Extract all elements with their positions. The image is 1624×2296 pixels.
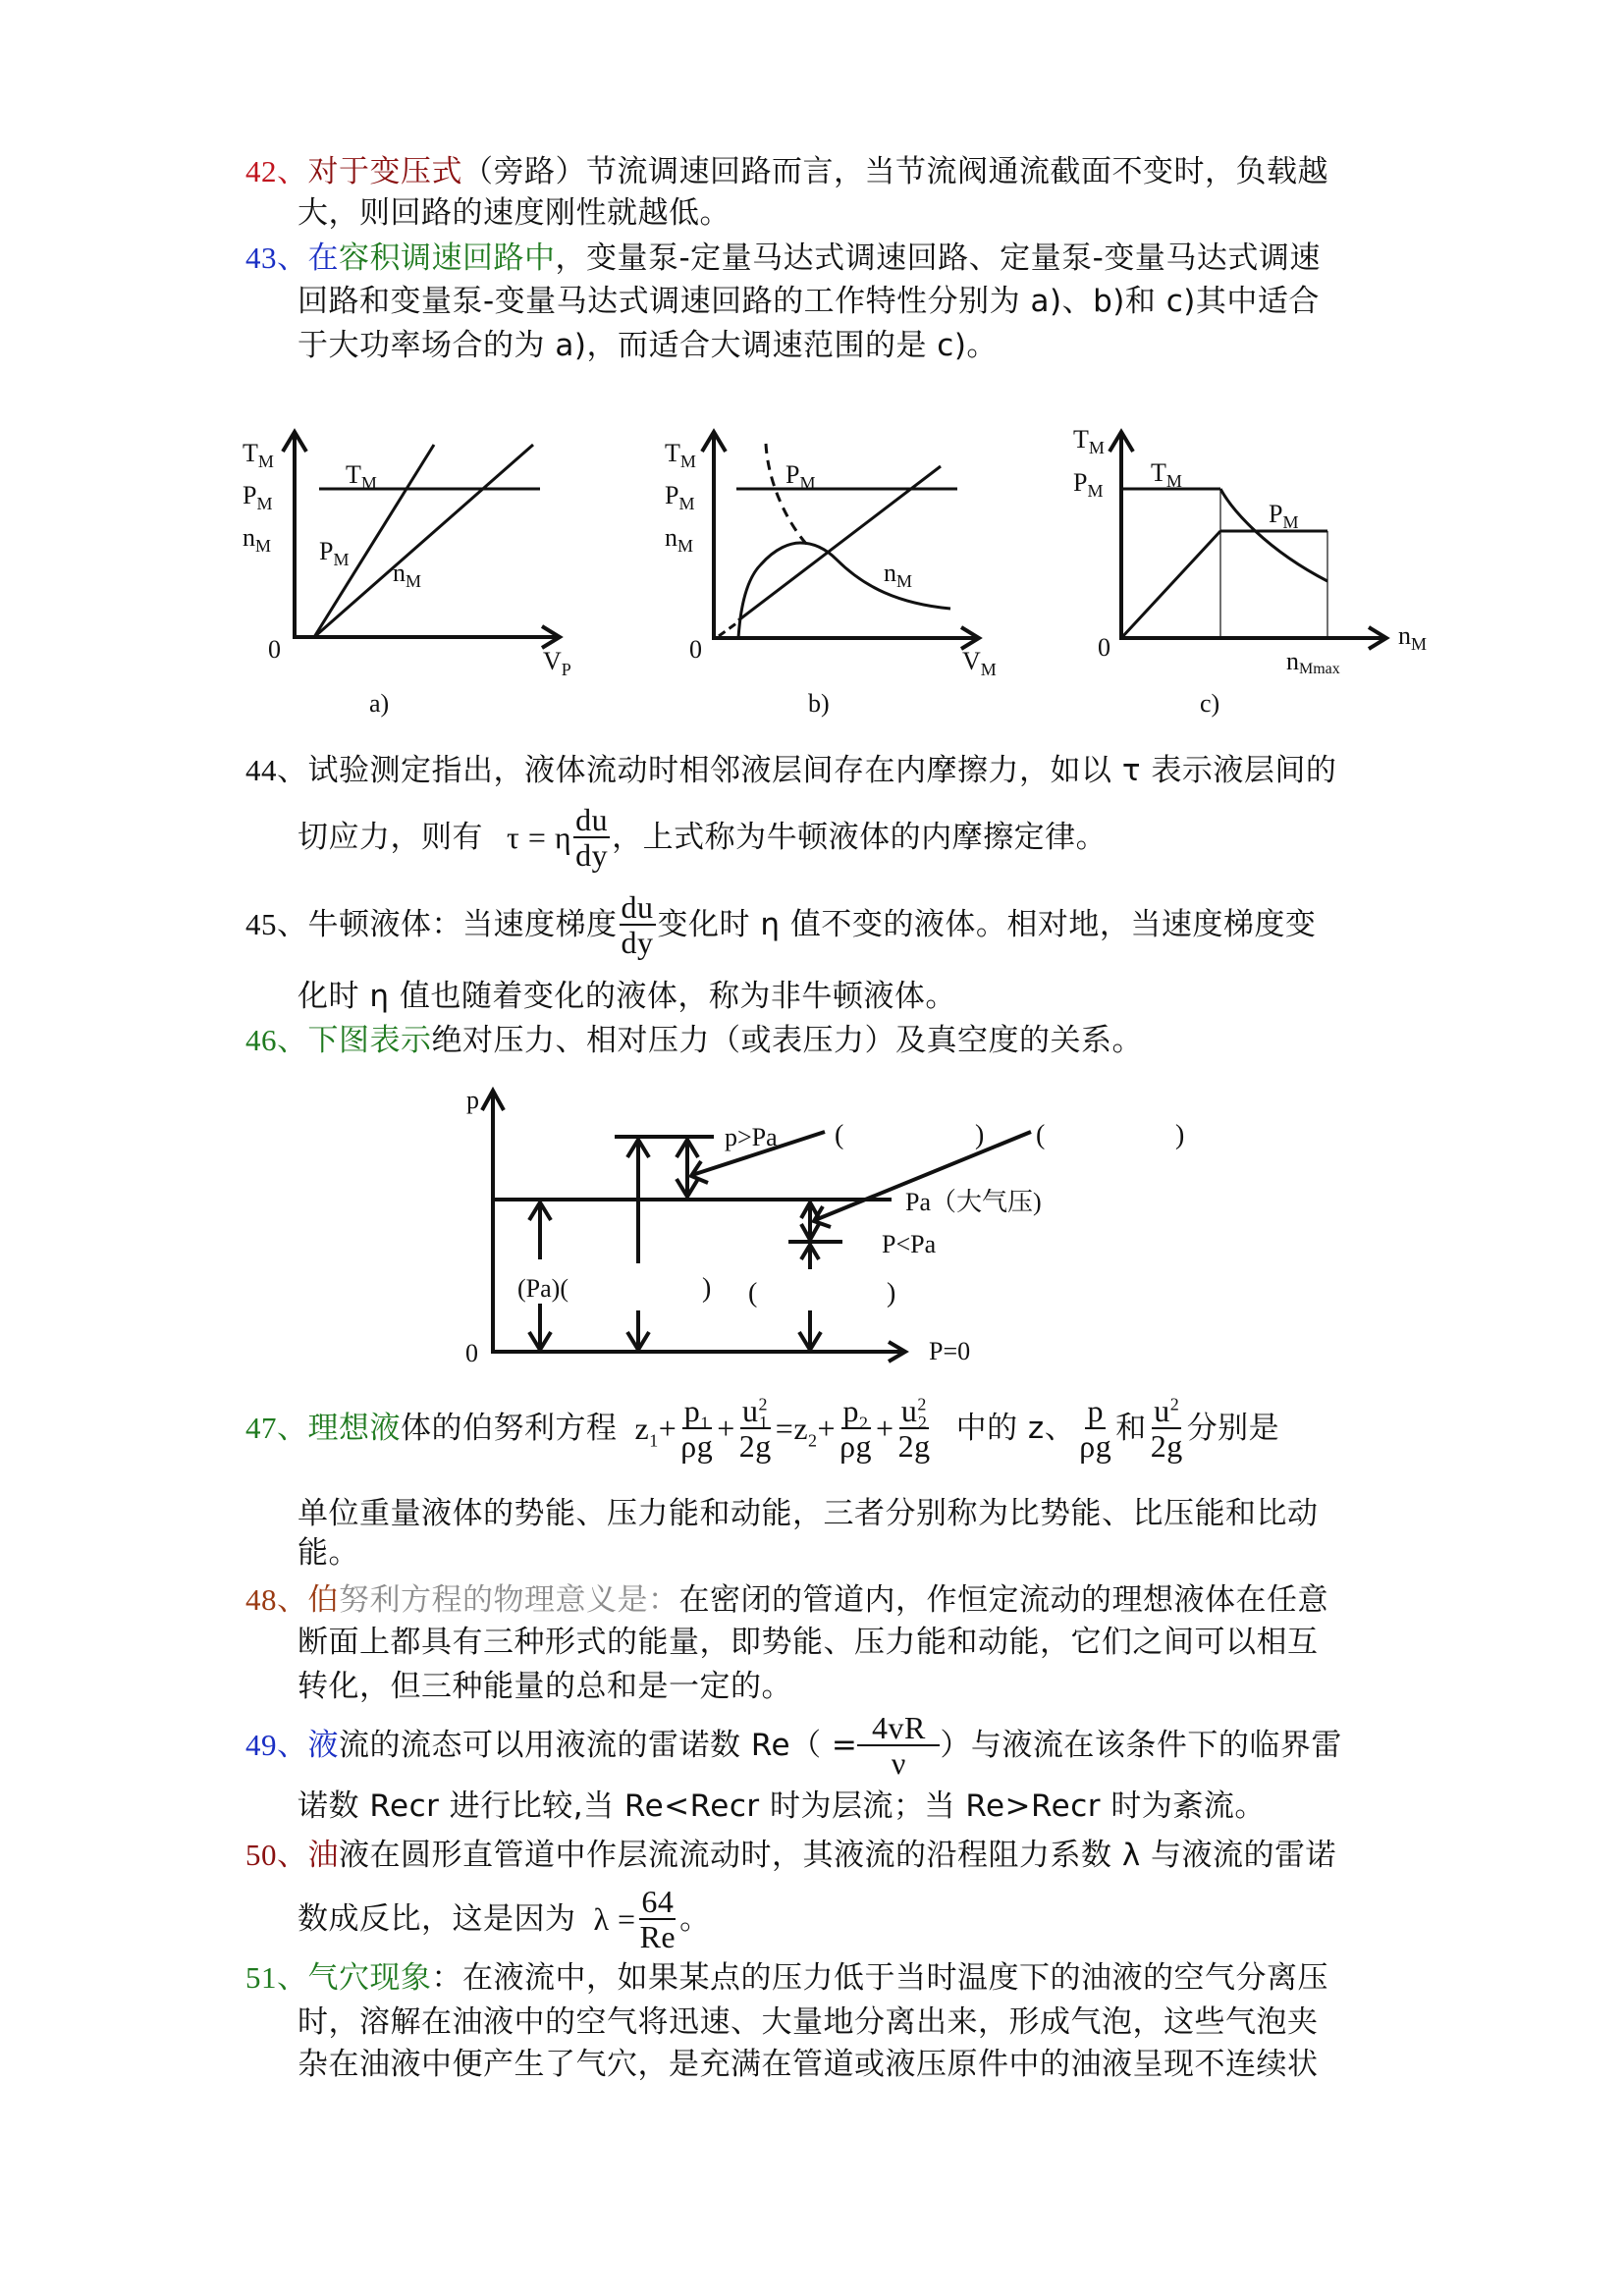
item-text: 化时 η 值也随着变化的液体，称为非牛顿液体。: [298, 979, 956, 1014]
label-n: $n_M$: [393, 559, 422, 591]
item-51-line-2: [298, 2002, 1319, 2042]
chart-a: [243, 432, 571, 718]
label-P: $P_M$: [319, 537, 350, 569]
curve-hump: [738, 543, 950, 638]
chart-b: [665, 432, 997, 718]
denominator: 2g: [738, 1428, 772, 1464]
blank-3-close: ): [702, 1273, 712, 1304]
fraction-u-2g: [1149, 1394, 1185, 1463]
item-43-line-3: [298, 326, 998, 365]
item-text: ）与液流在该条件下的临界雷: [940, 1728, 1342, 1763]
fraction-p1-rhog: [678, 1394, 715, 1463]
numerator: $u^2_2$: [900, 1393, 928, 1433]
label-p-gt-pa: p>Pa: [725, 1123, 778, 1151]
y-label-n: $n_M$: [243, 523, 272, 556]
item-heading-a: 在: [307, 240, 339, 276]
y-label-p: p: [466, 1086, 479, 1114]
item-text: ，上式称为牛顿液体的内摩擦定律。: [612, 820, 1108, 855]
y-label-T: $T_M$: [1073, 425, 1105, 457]
x-label: $V_M$: [962, 647, 997, 679]
fraction-p-rhog: [1077, 1394, 1113, 1463]
y-label-T: $T_M$: [243, 439, 274, 471]
item-text: 变化时 η 值不变的液体。相对地，当速度梯度变: [657, 907, 1317, 942]
item-heading-b: 努利方程的物理意义是：: [339, 1582, 679, 1618]
curve-P-rising: [1121, 531, 1220, 638]
caption-a: a): [369, 689, 390, 718]
item-text: 分别是: [1186, 1411, 1280, 1446]
item-text: 体的伯努利方程: [401, 1411, 618, 1446]
item-number: 45、: [245, 907, 308, 941]
label-pa-atmospheric: Pa（大气压): [905, 1188, 1042, 1216]
item-49-line-2: [298, 1787, 1266, 1826]
origin-label: 0: [268, 635, 281, 664]
y-label-n: $n_M$: [665, 523, 694, 556]
caption-b: b): [808, 689, 830, 718]
item-51-line-3: [298, 2045, 1319, 2084]
item-number: 51、: [245, 1960, 308, 1995]
figure-43-characteristics: [0, 412, 1624, 736]
item-text: 于大功率场合的为 a)，而适合大调速范围的是 c)。: [298, 328, 998, 363]
numerator: p: [1087, 1393, 1104, 1428]
blank-1-open: (: [835, 1120, 844, 1150]
blank-1-close: ): [975, 1120, 985, 1150]
item-42-line-2: [298, 193, 731, 233]
y-label-P: $P_M$: [1073, 468, 1104, 501]
formula-lhs: λ =: [593, 1901, 636, 1937]
item-50-line-2: [298, 1877, 711, 1961]
blank-4-open: (: [748, 1278, 758, 1308]
x-label: $n_M$: [1398, 621, 1428, 654]
item-47-line-2: [298, 1494, 1319, 1533]
item-text: 能。: [298, 1535, 359, 1571]
denominator: ν: [891, 1745, 906, 1781]
blank-4-close: ): [887, 1278, 896, 1308]
item-heading: 气穴现象: [307, 1960, 432, 1996]
z1: $z_1$: [634, 1411, 659, 1451]
y-label-P: $P_M$: [665, 481, 695, 513]
fraction-u1-2g: [737, 1394, 774, 1463]
item-47-line-1: [245, 1379, 1279, 1477]
label-pa-paren: (Pa)(: [517, 1274, 568, 1303]
fraction-du-dy: [573, 803, 610, 872]
item-47-line-3: [298, 1533, 359, 1573]
item-43-line-1: [245, 239, 1321, 278]
plus: +: [817, 1411, 837, 1446]
item-number: 46、: [245, 1023, 308, 1057]
item-text: 切应力，则有: [298, 820, 483, 855]
item-number: 47、: [245, 1411, 308, 1445]
item-text: 数成反比，这是因为: [298, 1901, 576, 1937]
denominator: 2g: [1150, 1428, 1183, 1464]
item-text: 试验测定指出，液体流动时相邻液层间存在内摩擦力，如以 τ 表示液层间的: [307, 753, 1337, 788]
item-50-line-1: [245, 1836, 1336, 1875]
fraction-du-dy: [620, 890, 656, 959]
figure-46-pressure: [0, 1075, 1624, 1379]
item-text: 回路和变量泵-变量马达式调速回路的工作特性分别为 a)、b)和 c)其中适合: [298, 284, 1320, 319]
caption-c: c): [1200, 689, 1220, 718]
label-T: $T_M$: [1151, 458, 1182, 491]
item-text: 中的 z、: [955, 1411, 1076, 1446]
item-text: 诺数 Recr 进行比较,当 Re<Recr 时为层流；当 Re>Recr 时为紊流。: [298, 1789, 1266, 1824]
item-46-line-1: [245, 1021, 1143, 1060]
item-42-line-1: [245, 152, 1328, 191]
y-label-P: $P_M$: [243, 481, 273, 513]
denominator: dy: [621, 925, 654, 960]
numerator: $u^2$: [1154, 1393, 1180, 1428]
numerator: $u^2_1$: [742, 1393, 769, 1433]
plus: +: [658, 1411, 677, 1446]
nmax-label: nMmax: [1286, 647, 1340, 677]
bernoulli-equation: [635, 1394, 935, 1463]
label-T: $T_M$: [346, 460, 377, 493]
item-heading: 下图表示: [307, 1023, 432, 1058]
numerator: $p_2$: [842, 1393, 869, 1433]
numerator: 64: [641, 1884, 675, 1919]
item-text: 杂在油液中便产生了气穴，是充满在管道或液压原件中的油液呈现不连续状: [298, 2047, 1319, 2082]
item-number: 48、: [245, 1582, 308, 1617]
item-text: 。: [679, 1901, 711, 1937]
item-number: 42、: [245, 154, 308, 188]
origin-label: 0: [689, 635, 702, 664]
denominator: ρg: [680, 1428, 714, 1464]
item-text: 液在圆形直管道中作层流流动时，其液流的沿程阻力系数 λ 与液流的雷诺: [339, 1838, 1337, 1873]
item-text: 大，则回路的速度刚性就越低。: [298, 195, 731, 231]
item-text: ，变量泵-定量马达式调速回路、定量泵-变量马达式调速: [555, 240, 1321, 276]
origin-label: 0: [465, 1339, 478, 1367]
label-P: $P_M$: [1269, 500, 1299, 532]
item-heading-b: 容积调速回路中: [339, 240, 556, 276]
z2: $z_2$: [793, 1411, 818, 1451]
label-p-zero: P=0: [929, 1337, 971, 1365]
blank-2-open: (: [1036, 1120, 1046, 1150]
item-text: 时，溶解在油液中的空气将迅速、大量地分离出来，形成气泡，这些气泡夹: [298, 2004, 1319, 2040]
item-48-line-1: [245, 1580, 1328, 1620]
formula-lhs: τ = η: [507, 820, 572, 855]
item-49-line-1: [245, 1706, 1342, 1785]
item-text: 转化，但三种能量的总和是一定的。: [298, 1669, 792, 1704]
item-51-line-1: [245, 1958, 1328, 1998]
item-heading-a: 伯: [307, 1582, 339, 1618]
curve-dashed: [766, 444, 807, 545]
item-number: 44、: [245, 753, 308, 787]
item-44-line-1: [245, 751, 1336, 790]
fraction-p2-rhog: [838, 1394, 874, 1463]
numerator: $p_1$: [683, 1393, 710, 1433]
item-text: 牛顿液体：当速度梯度: [307, 907, 618, 942]
fraction-64-Re: [638, 1885, 678, 1953]
fraction-4vR-nu: [859, 1711, 938, 1780]
item-text: 流的流态可以用液流的雷诺数 Re（ =: [339, 1728, 858, 1763]
label-n: $n_M$: [884, 559, 913, 591]
label-P: $P_M$: [785, 460, 816, 493]
numerator: du: [621, 889, 654, 925]
item-heading: 液: [307, 1728, 339, 1763]
item-heading: 油: [307, 1838, 339, 1873]
item-number: 50、: [245, 1838, 308, 1872]
y-label-T: $T_M$: [665, 439, 696, 471]
plus: +: [876, 1411, 894, 1446]
numerator: 4vR: [857, 1711, 940, 1746]
item-text: 断面上都具有三种形式的能量，即势能、压力能和动能，它们之间可以相互: [298, 1625, 1319, 1660]
denominator: 2g: [897, 1428, 931, 1464]
item-heading: 对于变压式: [307, 154, 462, 189]
item-48-line-2: [298, 1623, 1319, 1662]
numerator: du: [575, 802, 609, 837]
item-45-line-1: [245, 881, 1316, 969]
item-text: 单位重量液体的势能、压力能和动能，三者分别称为比势能、比压能和比动: [298, 1496, 1319, 1531]
item-43-line-2: [298, 282, 1320, 321]
denominator: Re: [639, 1919, 677, 1954]
denominator: dy: [575, 837, 609, 873]
item-text: 和: [1115, 1411, 1147, 1446]
item-text: （旁路）节流调速回路而言，当节流阀通流截面不变时，负载越: [462, 154, 1328, 189]
curve-dashed-low: [719, 623, 736, 636]
blank-2-close: ): [1175, 1120, 1185, 1150]
denominator: ρg: [839, 1428, 873, 1464]
x-label: $V_P$: [543, 647, 571, 679]
item-number: 49、: [245, 1728, 308, 1762]
fraction-u2-2g: [896, 1394, 933, 1463]
item-48-line-3: [298, 1667, 792, 1706]
item-44-line-2: [298, 793, 1107, 881]
origin-label: 0: [1098, 633, 1110, 662]
chart-c: [1073, 425, 1427, 718]
item-number: 43、: [245, 240, 308, 275]
equals: =: [775, 1411, 794, 1446]
item-text: ：在液流中，如果某点的压力低于当时温度下的油液的空气分离压: [431, 1960, 1328, 1996]
item-45-line-2: [298, 977, 956, 1016]
item-text: 在密闭的管道内，作恒定流动的理想液体在任意: [678, 1582, 1328, 1618]
item-text: 绝对压力、相对压力（或表压力）及真空度的关系。: [431, 1023, 1143, 1058]
denominator: ρg: [1079, 1428, 1112, 1464]
label-p-lt-pa: P<Pa: [882, 1230, 937, 1258]
plus: +: [717, 1411, 735, 1446]
item-heading: 理想液: [307, 1411, 401, 1446]
